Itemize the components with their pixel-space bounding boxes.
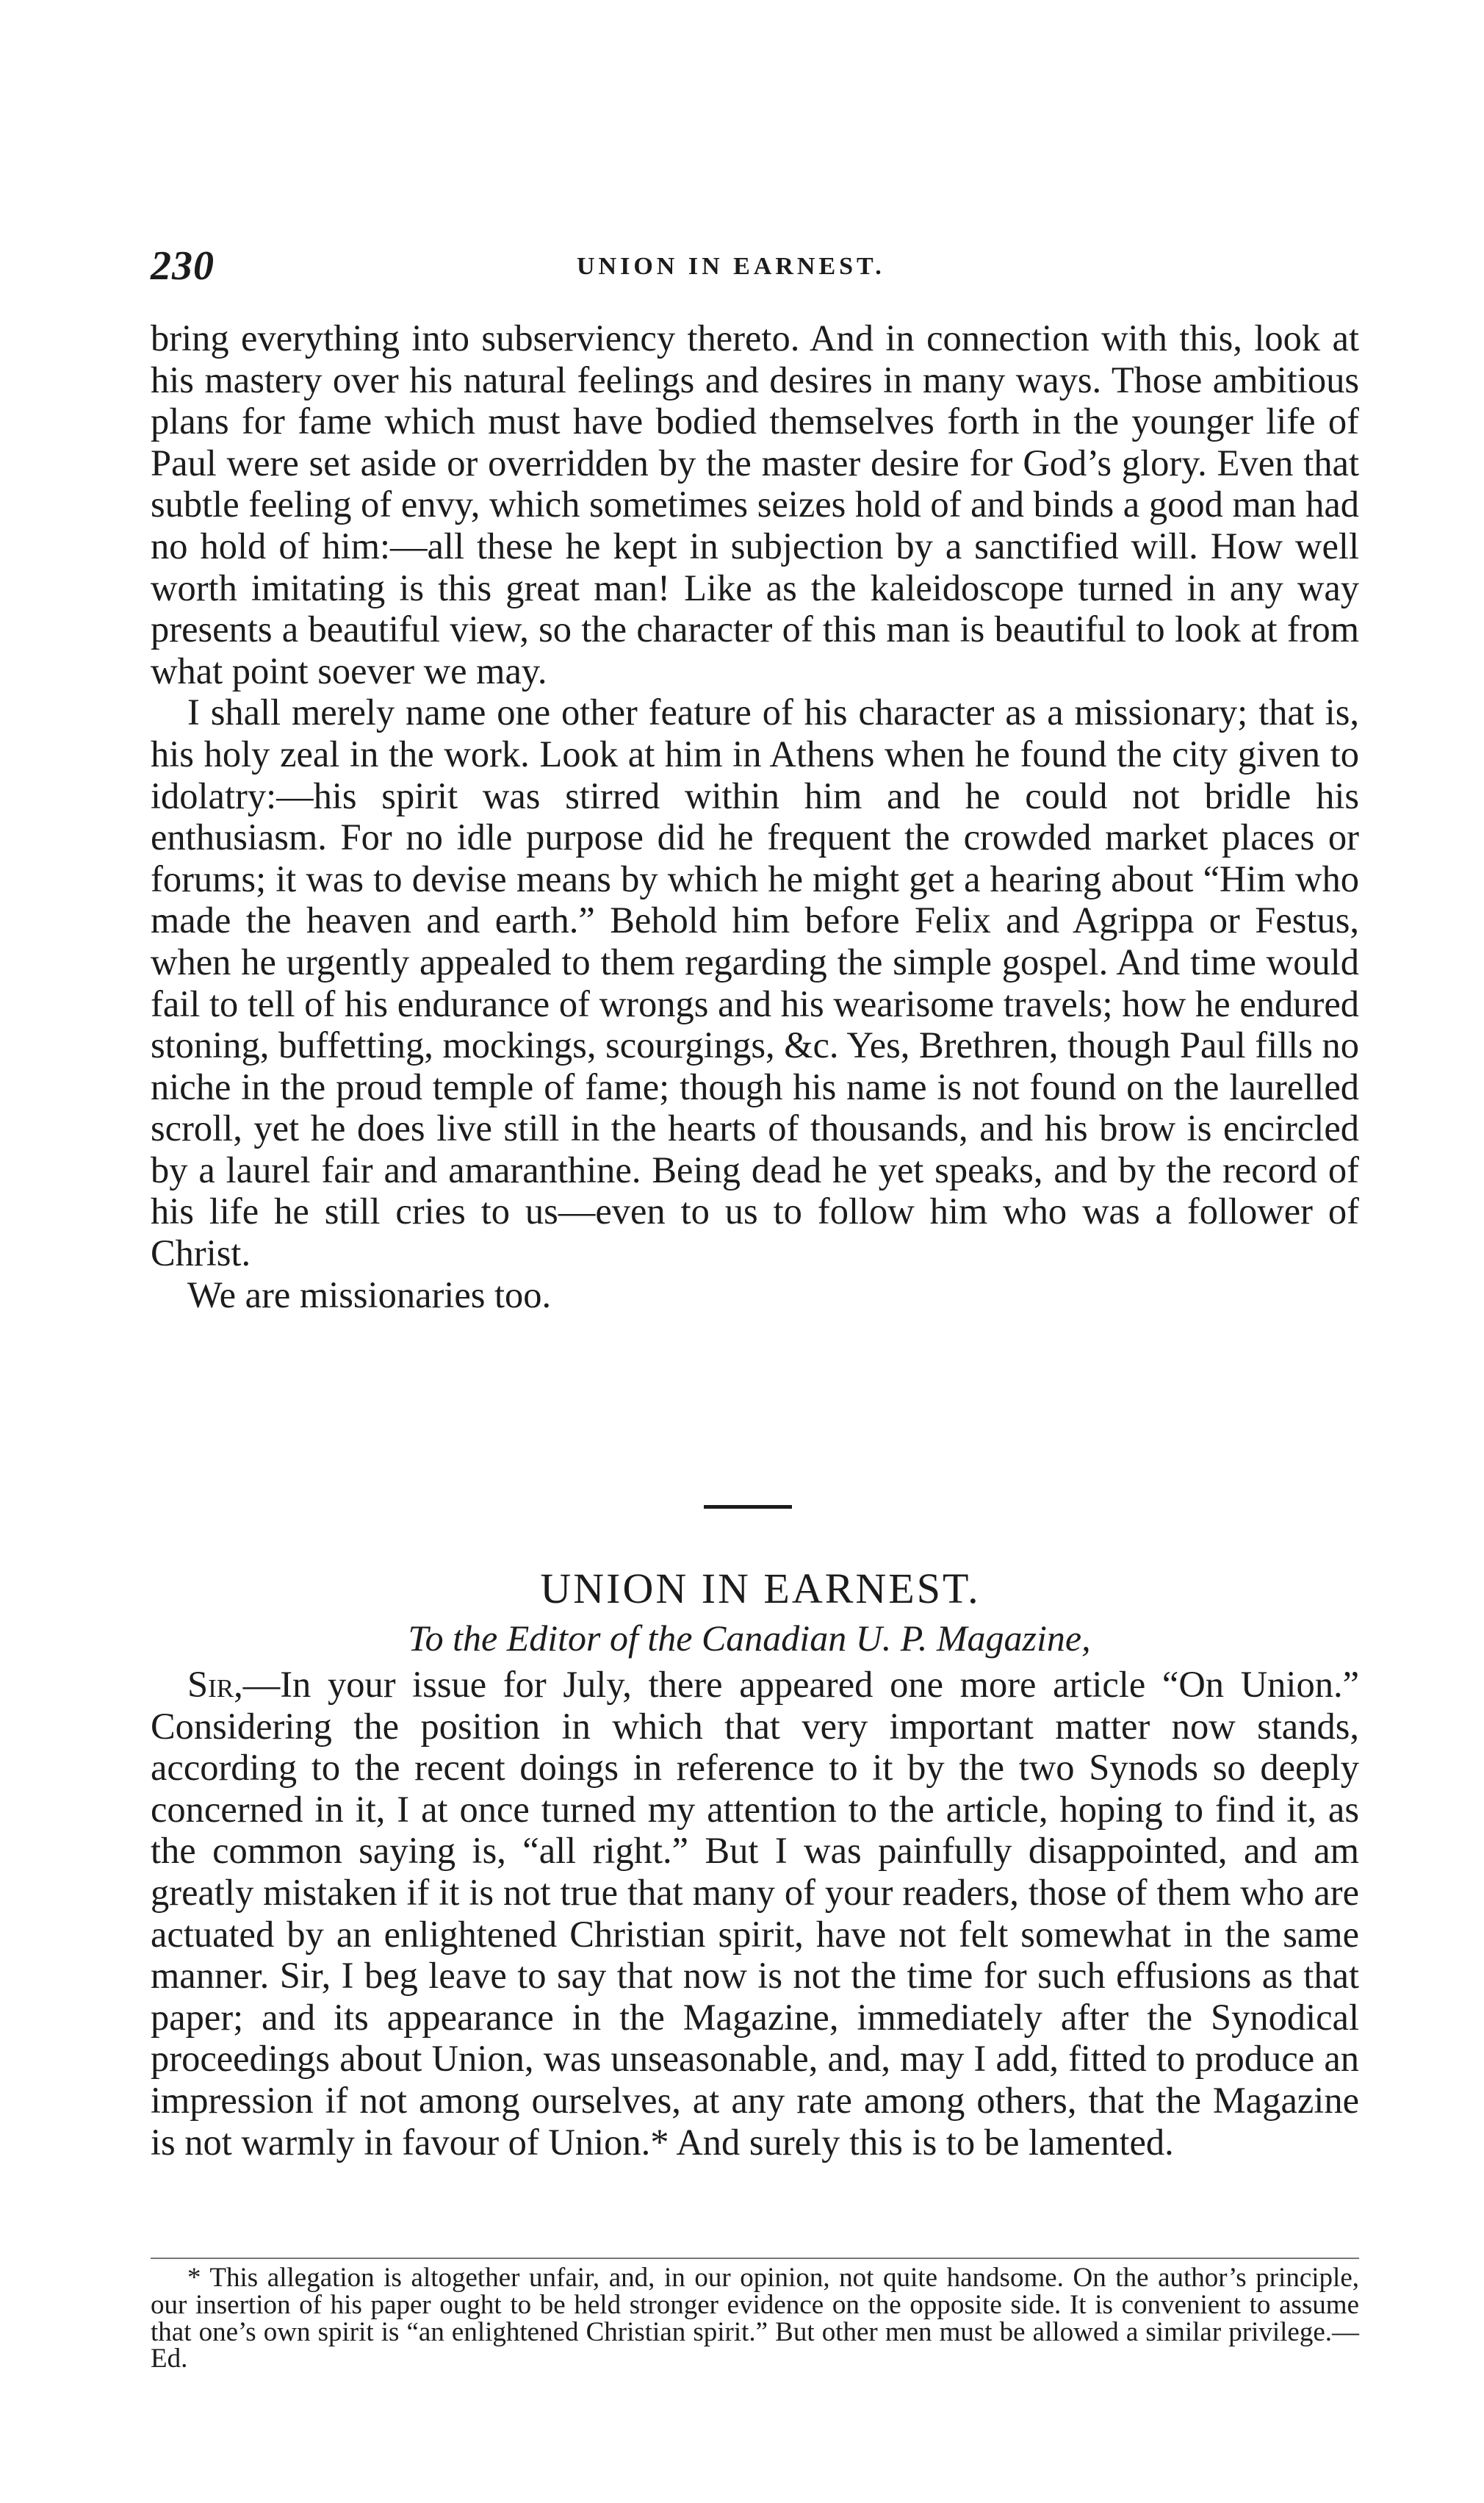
body-text (151, 317, 1359, 1315)
article-title: UNION IN EARNEST. (540, 1565, 981, 1612)
salutation: Sir, (187, 1664, 243, 1705)
article-address: To the Editor of the Canadian U. P. Magazine, (408, 1617, 1091, 1659)
paragraph: We are missionaries too. (187, 1274, 552, 1315)
running-head (151, 243, 1363, 287)
footnote (151, 2265, 1359, 2373)
letter-body: —In your issue for July, there appeared one more article “On Union.” Considering the position in which that very important matter now stands, according to the recent doings in reference to it by the two Synods so deeply concerned in it, I at once turned my attention to the article, hoping to find it, as the common saying is, “all right.” But I was painfully disappointed, and am greatly mistaken if it is not true that many of your readers, those of them who are actuated by an enlightened Christian spirit, have not felt somewhat in the same manner. Sir, I beg leave to say that now is not the time for such effusions as that paper; and its appearance in the Magazine, immediately after the Synodical proceedings about Union, was unseasonable, and, may I add, fitted to produce an impression if not among ourselves, at any rate among others, that the Magazine is not warmly in favour of Union.* And surely this is to be lamented. (151, 1664, 1359, 2163)
footnote-text: * This allegation is altogether unfair, and, in our opinion, not quite handsome. On the author’s principle, our insertion of his paper ought to be held stronger evidence on the opposite side. It is convenient to assume that one’s own spirit is “an enlightened Christian spirit.” But other men must be allowed a similar privilege.—Ed. (151, 2263, 1359, 2374)
running-title: UNION IN EARNEST. (577, 253, 885, 280)
section-divider (704, 1505, 792, 1509)
footnote-divider (151, 2258, 1359, 2259)
paragraph: bring everything into subserviency thereto. And in connection with this, look at his mastery over his natural feelings and desires in many ways. Those ambitious plans for fame which must have bodied themselves forth in the younger life of Paul were set aside or overridden by the master desire for God’s glory. Even that subtle feeling of envy, which sometimes seizes hold of and binds a good man had no hold of him:—all these he kept in subjection by a sanctified will. How well worth imitating is this great man! Like as the kaleidoscope turned in any way presents a beautiful view, so the character of this man is beautiful to look at from what point soever we may. (151, 317, 1359, 692)
paragraph: I shall merely name one other feature of his character as a missionary; that is, his holy zeal in the work. Look at him in Athens when he found the city given to idolatry:—his spirit was stirred within him and he could not bridle his enthusiasm. For no idle purpose did he frequent the crowded market places or forums; it was to devise means by which he might get a hearing about “Him who made the heaven and earth.” Behold him before Felix and Agrippa or Festus, when he urgently appealed to them regarding the simple gospel. And time would fail to tell of his endurance of wrongs and his wearisome travels; how he endured stoning, buffetting, mockings, scourgings, &c. Yes, Brethren, though Paul fills no niche in the proud temple of fame; though his name is not found on the laurelled scroll, yet he does live still in the hearts of thousands, and his brow is encircled by a laurel fair and amaranthine. Being dead he yet speaks, and by the record of his life he still cries to us—even to us to follow him who was a follower of Christ. (151, 692, 1359, 1274)
letter-text (151, 1664, 1359, 2163)
paragraph (151, 1664, 1359, 2163)
page-number: 230 (151, 243, 215, 289)
